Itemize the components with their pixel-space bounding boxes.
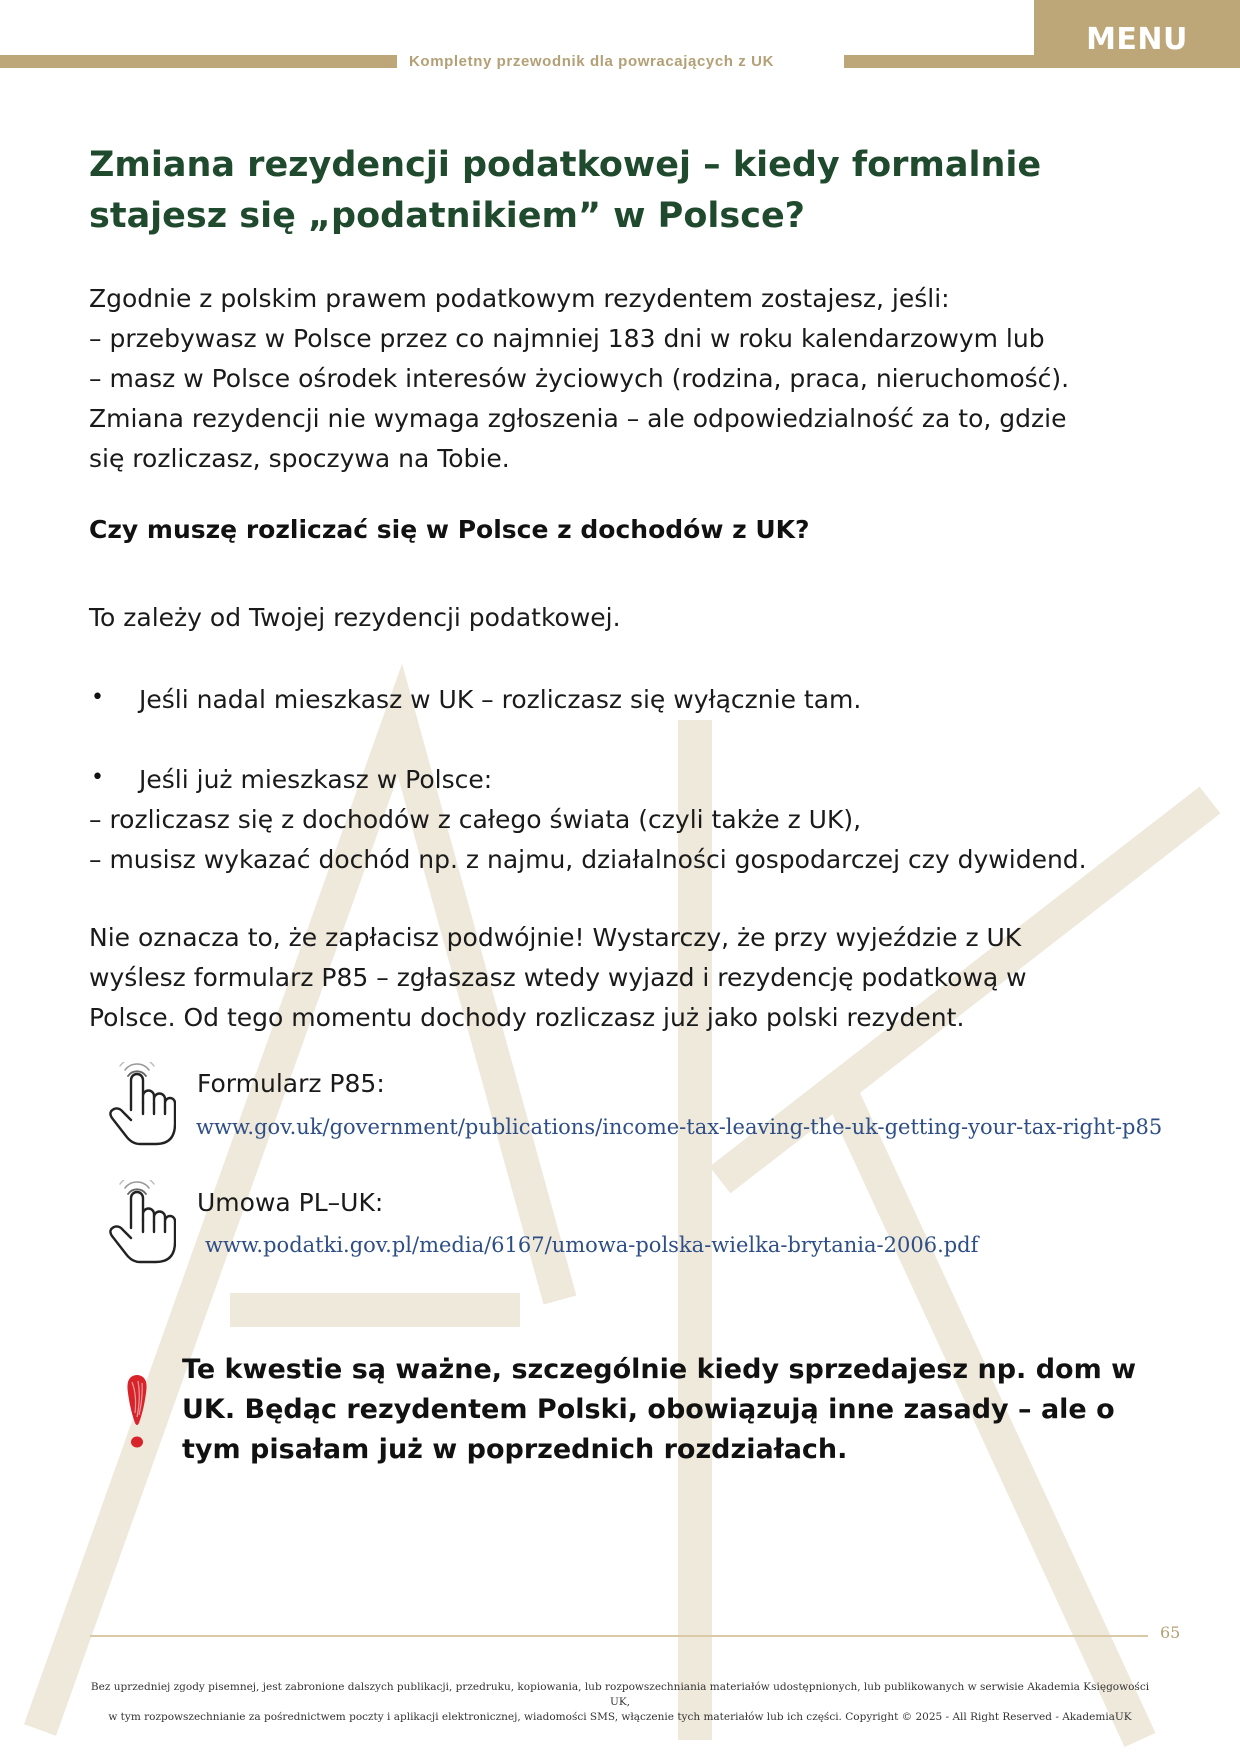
bullet-sub-item-2: – musisz wykazać dochód np. z najmu, działalności gospodarczej czy dywidend. [89, 845, 1087, 874]
copyright-notice [90, 1680, 1150, 1725]
section-heading: Czy muszę rozliczać się w Polsce z dochodów z UK? [89, 515, 810, 544]
page-number: 65 [1160, 1623, 1181, 1642]
explanation-line-1: Nie oznacza to, że zapłacisz podwójnie! Wystarczy, że przy wyjeździe z UK [89, 923, 1022, 952]
page-title [89, 140, 1089, 242]
p85-label: Formularz P85: [197, 1069, 385, 1098]
explanation-line-3: Polsce. Od tego momentu dochody rozliczasz już jako polski rezydent. [89, 1003, 965, 1032]
copyright-line-1: Bez uprzedniej zgody pisemnej, jest zabronione dalszych publikacji, przedruku, kopiowania, lub rozpowszechniania materiałów udostępnionych, lub publikowanych w serwisie Akademia Księgowości UK, [90, 1681, 1150, 1708]
bullet-dot: • [91, 685, 104, 710]
hand-pointer-icon [104, 1062, 176, 1148]
header-rule-right [844, 55, 1034, 68]
copyright-line-2: w tym rozpowszechnianie za pośrednictwem poczty i aplikacji elektronicznej, wiadomości SMS, włączenie tych materiałów lub ich części. Copyright © 2025 - All Right Reserved - AkademiaUK [108, 1711, 1132, 1723]
guide-title: Kompletny przewodnik dla powracających z UK [409, 53, 775, 70]
explanation-line-2: wyślesz formularz P85 – zgłaszasz wtedy wyjazd i rezydencję podatkową w [89, 963, 1027, 992]
intro-line-1: Zgodnie z polskim prawem podatkowym rezydentem zostajesz, jeśli: [89, 284, 950, 313]
intro-line-3: – masz w Polsce ośrodek interesów życiowych (rodzina, praca, nieruchomość). [89, 364, 1070, 393]
title-line-1: Zmiana rezydencji podatkowej – kiedy formalnie [89, 145, 1042, 185]
bullet-item-poland: Jeśli już mieszkasz w Polsce: [139, 765, 493, 794]
treaty-label: Umowa PL–UK: [197, 1188, 384, 1217]
intro-line-2: – przebywasz w Polsce przez co najmniej 183 dni w roku kalendarzowym lub [89, 324, 1045, 353]
intro-line-5: się rozliczasz, spoczywa na Tobie. [89, 444, 510, 473]
title-line-2: stajesz się „podatnikiem” w Polsce? [89, 196, 805, 236]
header-rule-left [0, 55, 397, 68]
bullet-dot: • [91, 765, 104, 790]
bullet-item-uk: Jeśli nadal mieszkasz w UK – rozliczasz się wyłącznie tam. [139, 685, 862, 714]
exclamation-icon [122, 1373, 152, 1453]
treaty-link[interactable]: www.podatki.gov.pl/media/6167/umowa-polska-wielka-brytania-2006.pdf [205, 1233, 979, 1257]
hand-pointer-icon [104, 1180, 176, 1266]
p85-link[interactable]: www.gov.uk/government/publications/income-tax-leaving-the-uk-getting-your-tax-right-p85 [196, 1115, 1163, 1139]
footer-rule [90, 1635, 1148, 1637]
answer-intro: To zależy od Twojej rezydencji podatkowej. [89, 603, 621, 632]
intro-line-4: Zmiana rezydencji nie wymaga zgłoszenia – ale odpowiedzialność za to, gdzie [89, 404, 1067, 433]
important-note: Te kwestie są ważne, szczególnie kiedy sprzedajesz np. dom w UK. Będąc rezydentem Polski, obowiązują inne zasady – ale o tym pisałam już w poprzednich rozdziałach. [182, 1354, 1137, 1465]
menu-button[interactable]: MENU [1034, 0, 1240, 68]
bullet-sub-item-1: – rozliczasz się z dochodów z całego świata (czyli także z UK), [89, 805, 862, 834]
